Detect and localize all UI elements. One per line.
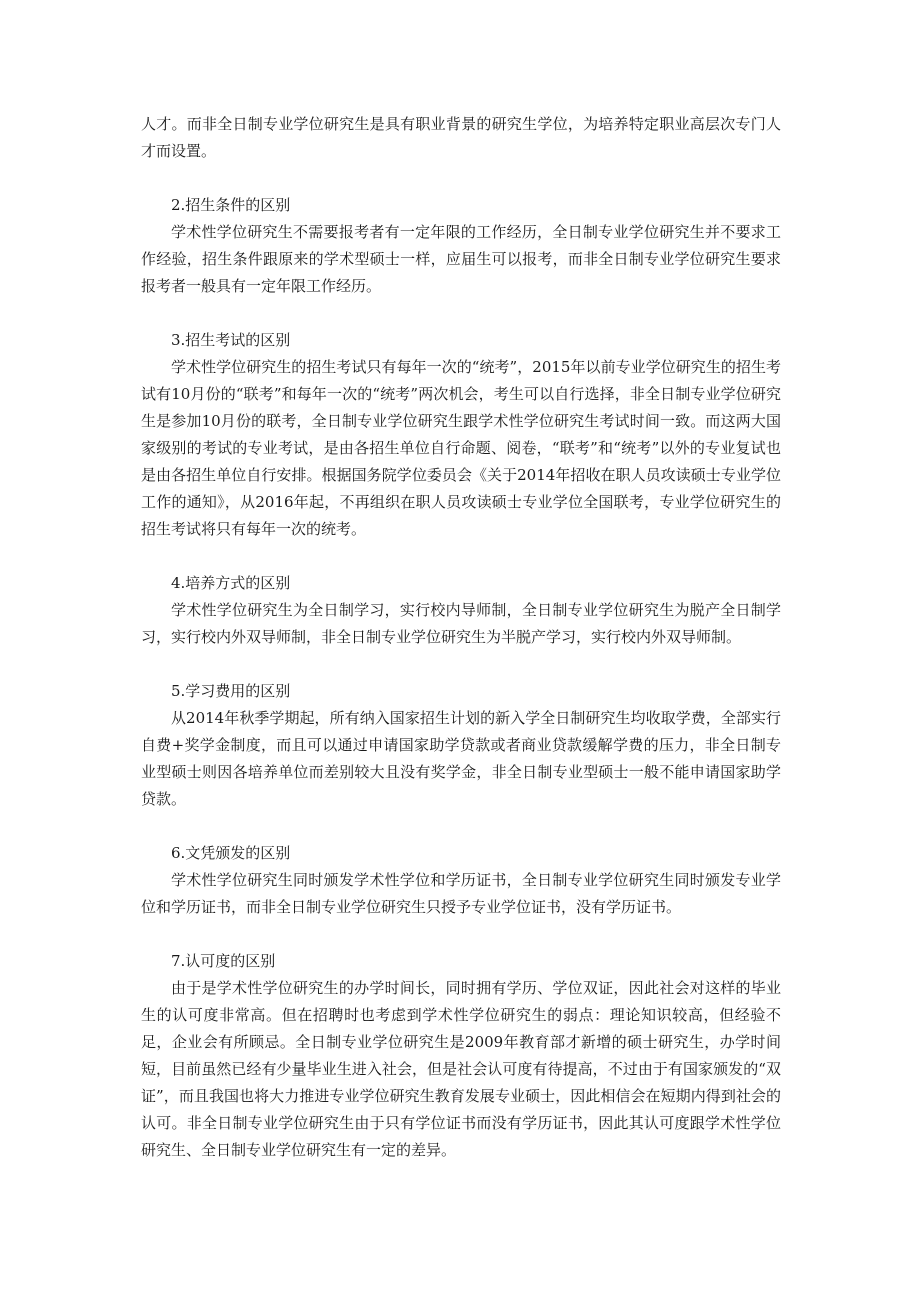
section-body: 学术性学位研究生同时颁发学术性学位和学历证书，全日制专业学位研究生同时颁发专业学位和学历证书，而非全日制专业学位研究生只授予专业学位证书，没有学历证书。 [141,871,781,916]
section-title: 4.培养方式的区别 [171,574,291,592]
section-body: 学术性学位研究生的招生考试只有每年一次的“统考”，2015年以前专业学位研究生的招生考试有10月份的“联考”和每年一次的“统考”两次机会，考生可以自行选择，非全日制专业学位研究生是参加10月份的联考，全日制专业学位研究生跟学术性学位研究生考试时间一致。而这两大国家级别的考试的专业考试，是由各招生单位自行命题、阅卷，“联考”和“统考”以外的专业复试也是由各招生单位自行安排。根据国务院学位委员会《关于2014年招收在职人员攻读硕士专业学位工作的通知》，从2016年起，不再组织在职人员攻读硕士专业学位全国联考，专业学位研究生的招生考试将只有每年一次的统考。 [141,358,781,538]
section-title: 2.招生条件的区别 [171,196,291,214]
section-tuition [141,678,781,813]
section-body: 从2014年秋季学期起，所有纳入国家招生计划的新入学全日制研究生均收取学费，全部实行自费+奖学金制度，而且可以通过申请国家助学贷款或者商业贷款缓解学费的压力，非全日制专业型硕士则因各培养单位而差别较大且没有奖学金，非全日制专业型硕士一般不能申请国家助学贷款。 [141,709,781,808]
continuation-paragraph: 人才。而非全日制专业学位研究生是具有职业背景的研究生学位，为培养特定职业高层次专门人才而设置。 [141,115,781,160]
section-diploma [141,840,781,921]
section-title: 6.文凭颁发的区别 [171,844,291,862]
section-body: 学术性学位研究生不需要报考者有一定年限的工作经历，全日制专业学位研究生并不要求工作经验，招生条件跟原来的学术型硕士一样，应届生可以报考，而非全日制专业学位研究生要求报考者一般具有一定年限工作经历。 [141,223,781,295]
section-body: 由于是学术性学位研究生的办学时间长，同时拥有学历、学位双证，因此社会对这样的毕业生的认可度非常高。但在招聘时也考虑到学术性学位研究生的弱点：理论知识较高，但经验不足，企业会有所顾忌。全日制专业学位研究生是2009年教育部才新增的硕士研究生，办学时间短，目前虽然已经有少量毕业生进入社会，但是社会认可度有待提高，不过由于有国家颁发的“双证”，而且我国也将大力推进专业学位研究生教育发展专业硕士，因此相信会在短期内得到社会的认可。非全日制专业学位研究生由于只有学位证书而没有学历证书，因此其认可度跟学术性学位研究生、全日制专业学位研究生有一定的差异。 [141,979,781,1159]
section-recognition [141,948,781,1164]
section-body: 学术性学位研究生为全日制学习，实行校内导师制，全日制专业学位研究生为脱产全日制学习，实行校内外双导师制，非全日制专业学位研究生为半脱产学习，实行校内外双导师制。 [141,601,781,646]
section-training-mode [141,570,781,651]
document-page [141,111,781,1164]
section-title: 3.招生考试的区别 [171,331,291,349]
section-title: 7.认可度的区别 [171,952,276,970]
section-admission-exam [141,327,781,543]
section-title: 5.学习费用的区别 [171,682,291,700]
section-admission-conditions [141,192,781,300]
